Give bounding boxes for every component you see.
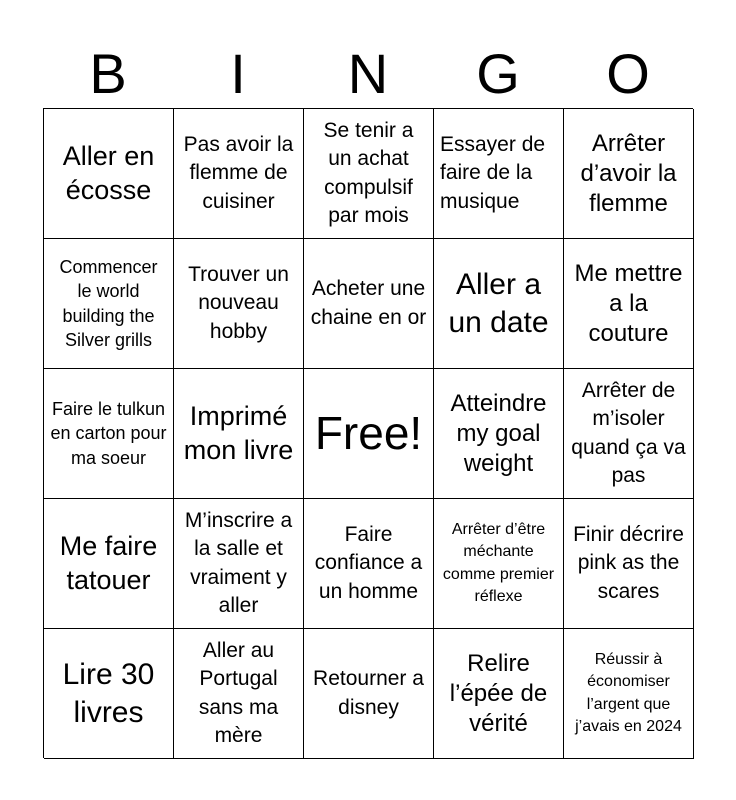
bingo-cell-r4c4[interactable]: Arrêter d’être méchante comme premier réflexe bbox=[434, 499, 564, 629]
bingo-cell-r4c5[interactable]: Finir décrire pink as the scares bbox=[564, 499, 694, 629]
bingo-cell-r2c2[interactable]: Trouver un nouveau hobby bbox=[174, 239, 304, 369]
bingo-cell-r4c1[interactable]: Me faire tatouer bbox=[44, 499, 174, 629]
bingo-cell-r3c5[interactable]: Arrêter de m’isoler quand ça va pas bbox=[564, 369, 694, 499]
bingo-cell-r5c2[interactable]: Aller au Portugal sans ma mère bbox=[174, 629, 304, 759]
header-letter-n: N bbox=[347, 42, 389, 105]
bingo-cell-r1c2[interactable]: Pas avoir la flemme de cuisiner bbox=[174, 109, 304, 239]
header-letter-b: B bbox=[89, 42, 127, 105]
header-letter-g: G bbox=[476, 42, 520, 105]
bingo-cell-r2c4[interactable]: Aller a un date bbox=[434, 239, 564, 369]
bingo-cell-r3c2[interactable]: Imprimé mon livre bbox=[174, 369, 304, 499]
bingo-cell-r3c1[interactable]: Faire le tulkun en carton pour ma soeur bbox=[44, 369, 174, 499]
bingo-cell-r2c5[interactable]: Me mettre a la couture bbox=[564, 239, 694, 369]
bingo-cell-r4c3[interactable]: Faire confiance a un homme bbox=[304, 499, 434, 629]
bingo-cell-r5c4[interactable]: Relire l’épée de vérité bbox=[434, 629, 564, 759]
bingo-cell-r5c5[interactable]: Réussir à économiser l’argent que j’avais en 2024 bbox=[564, 629, 694, 759]
bingo-cell-r1c3[interactable]: Se tenir a un achat compulsif par mois bbox=[304, 109, 434, 239]
bingo-cell-r5c3[interactable]: Retourner a disney bbox=[304, 629, 434, 759]
header-letter-o: O bbox=[606, 42, 650, 105]
bingo-cell-r3c4[interactable]: Atteindre my goal weight bbox=[434, 369, 564, 499]
bingo-cell-r4c2[interactable]: M’inscrire a la salle et vraiment y aller bbox=[174, 499, 304, 629]
bingo-header bbox=[43, 40, 693, 108]
bingo-cell-r5c1[interactable]: Lire 30 livres bbox=[44, 629, 174, 759]
header-letter-i: I bbox=[230, 42, 246, 105]
bingo-cell-r2c3[interactable]: Acheter une chaine en or bbox=[304, 239, 434, 369]
bingo-cell-r1c1[interactable]: Aller en écosse bbox=[44, 109, 174, 239]
bingo-free-space[interactable]: Free! bbox=[304, 369, 434, 499]
bingo-cell-r2c1[interactable]: Commencer le world building the Silver grills bbox=[44, 239, 174, 369]
bingo-board bbox=[43, 108, 693, 758]
bingo-cell-r1c4[interactable]: Essayer de faire de la musique bbox=[434, 109, 564, 239]
bingo-cell-r1c5[interactable]: Arrêter d’avoir la flemme bbox=[564, 109, 694, 239]
